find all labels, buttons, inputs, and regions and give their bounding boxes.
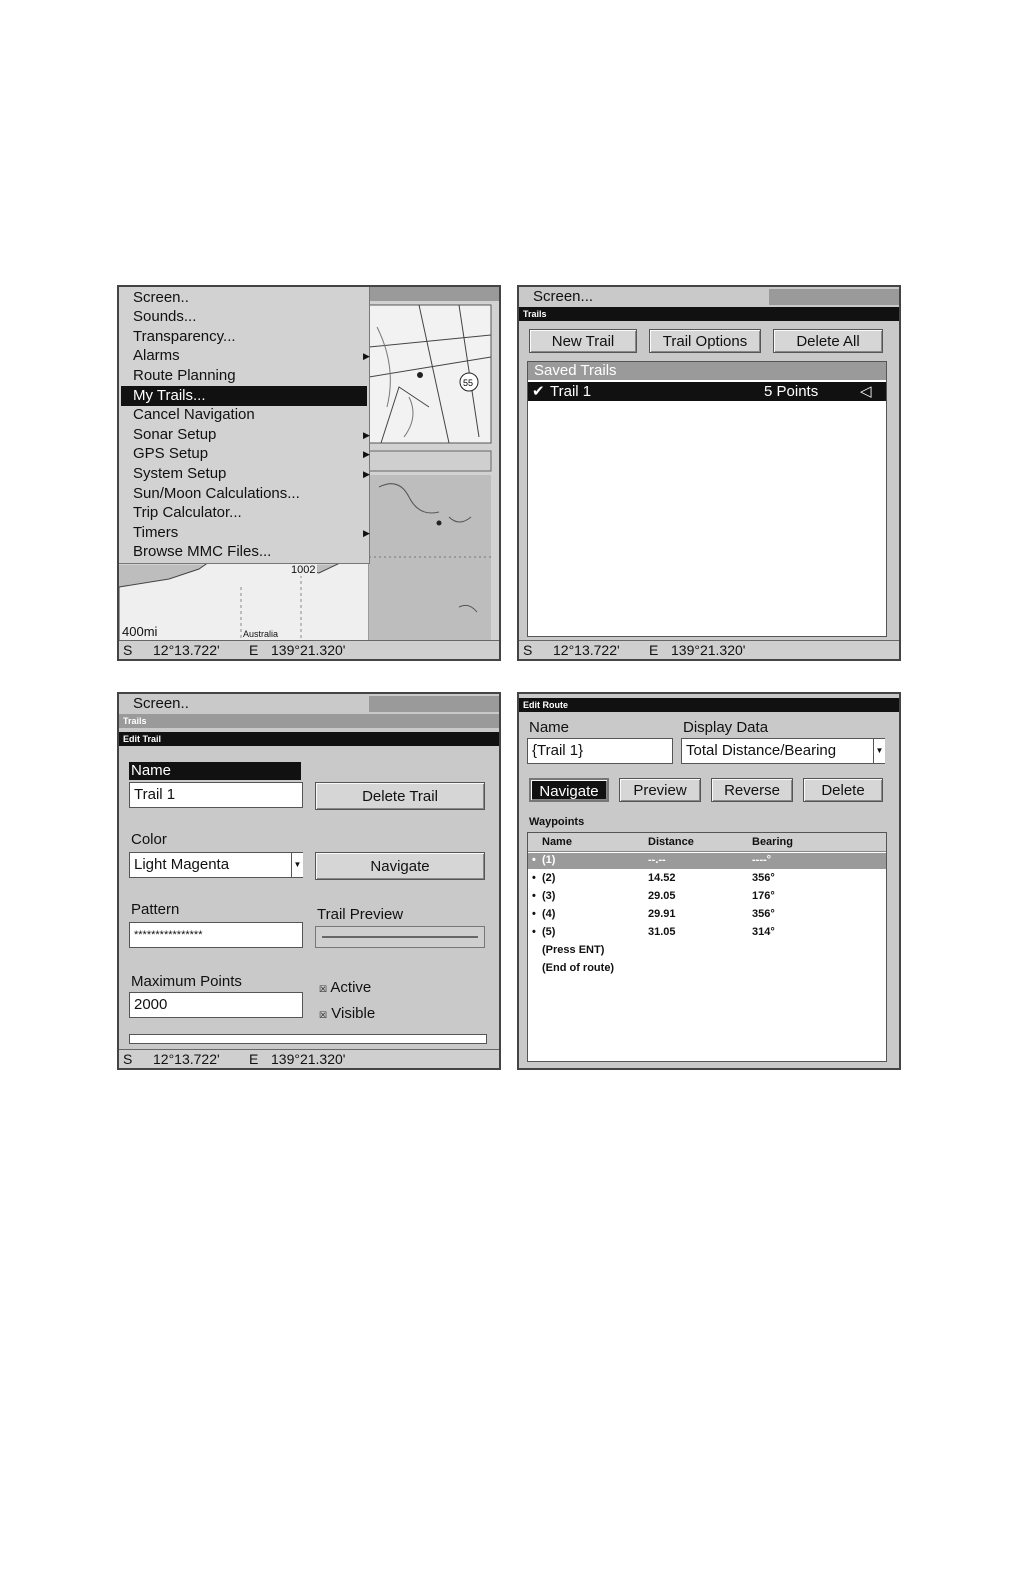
menu-item-alarms[interactable]: Alarms — [133, 347, 180, 364]
waypoint-bearing: 356° — [752, 908, 775, 920]
lon-hemisphere: E — [249, 1051, 259, 1067]
menu-item-sun-moon[interactable]: Sun/Moon Calculations... — [133, 485, 300, 502]
menu-item-browse-mmc[interactable]: Browse MMC Files... — [133, 543, 272, 560]
name-label: Name — [129, 762, 301, 780]
table-row[interactable] — [528, 925, 886, 941]
route-name-field[interactable]: {Trail 1} — [527, 738, 673, 764]
road-shield-label: 55 — [463, 378, 474, 388]
color-label: Color — [131, 831, 167, 848]
waypoint-name: (3) — [542, 890, 556, 902]
checkbox-icon: ☒ — [319, 984, 328, 994]
route-navigate-button[interactable]: Navigate — [529, 778, 609, 802]
main-menu — [119, 287, 370, 564]
lat-hemisphere: S — [123, 1051, 133, 1067]
waypoint-bullet-icon: • — [532, 926, 536, 938]
menu-item-my-trails[interactable]: My Trails... — [133, 387, 206, 404]
trails-window-title: Trails — [519, 307, 901, 321]
end-of-route-label: (End of route) — [542, 962, 615, 974]
lat-hemisphere: S — [123, 642, 133, 658]
waypoint-bearing: ----° — [752, 854, 772, 866]
status-bar — [519, 640, 899, 659]
edit-trail-window-title: Edit Trail — [119, 732, 499, 746]
latitude: 12°13.722' — [553, 642, 620, 658]
trail-preview-box — [315, 926, 485, 948]
map-place-label: Australia — [243, 629, 279, 639]
menu-item-transparency[interactable]: Transparency... — [133, 328, 236, 345]
waypoint-bullet-icon: • — [532, 890, 536, 902]
submenu-arrow-icon: ▶ — [363, 449, 370, 459]
map-scale-label: 400mi — [122, 624, 158, 639]
waypoint-distance: 29.05 — [648, 890, 676, 902]
saved-trails-list — [527, 361, 887, 637]
maximum-points-field[interactable]: 2000 — [129, 992, 303, 1018]
waypoints-table — [527, 832, 887, 1062]
lon-hemisphere: E — [249, 642, 259, 658]
visible-label: Visible — [331, 1005, 376, 1022]
pattern-field[interactable]: **************** — [129, 922, 303, 948]
pattern-label: Pattern — [131, 901, 180, 918]
trail-options-button[interactable]: Trail Options — [649, 329, 761, 353]
waypoint-distance: 14.52 — [648, 872, 676, 884]
waypoint-bearing: 176° — [752, 890, 775, 902]
trail-list-row[interactable] — [528, 382, 886, 401]
maximum-points-label: Maximum Points — [131, 973, 242, 990]
display-data-label: Display Data — [683, 719, 769, 736]
menu-item-screen[interactable]: Screen.. — [133, 289, 189, 306]
column-header-name: Name — [542, 836, 572, 848]
menu-item-timers[interactable]: Timers — [133, 524, 179, 541]
waypoints-label: Waypoints — [529, 816, 585, 828]
dropdown-arrow-icon[interactable]: ▼ — [873, 739, 885, 763]
screen-title-bar — [519, 287, 783, 306]
table-row[interactable] — [528, 871, 886, 887]
trail-preview-label: Trail Preview — [317, 906, 404, 923]
submenu-arrow-icon: ▶ — [363, 430, 370, 440]
waypoint-name: (5) — [542, 926, 556, 938]
saved-trails-header: Saved Trails — [528, 362, 886, 380]
table-row[interactable] — [528, 889, 886, 905]
status-bar — [119, 1049, 499, 1068]
waypoint-bullet-icon: • — [532, 872, 536, 884]
waypoint-bearing: 356° — [752, 872, 775, 884]
waypoint-distance: 31.05 — [648, 926, 676, 938]
edit-route-window-title: Edit Route — [519, 698, 899, 712]
display-data-select[interactable]: Total Distance/Bearing — [681, 738, 885, 764]
route-reverse-button[interactable]: Reverse — [711, 778, 793, 802]
active-checkbox[interactable] — [319, 978, 371, 999]
trail-name-field[interactable]: Trail 1 — [129, 782, 303, 808]
column-header-distance: Distance — [648, 836, 694, 848]
waypoint-distance: --.-- — [648, 854, 666, 866]
route-delete-button[interactable]: Delete — [803, 778, 883, 802]
route-preview-button[interactable]: Preview — [619, 778, 701, 802]
title-bar-gray — [369, 696, 499, 712]
submenu-arrow-icon: ▶ — [363, 469, 370, 479]
lon-hemisphere: E — [649, 642, 659, 658]
longitude: 139°21.320' — [671, 642, 746, 658]
waypoint-bearing: 314° — [752, 926, 775, 938]
menu-item-trip-calculator[interactable]: Trip Calculator... — [133, 504, 242, 521]
waypoint-name: (4) — [542, 908, 556, 920]
waypoint-bullet-icon: • — [532, 854, 536, 866]
new-trail-button[interactable]: New Trail — [529, 329, 637, 353]
menu-item-sonar-setup[interactable]: Sonar Setup — [133, 426, 217, 443]
menu-item-system-setup[interactable]: System Setup — [133, 465, 227, 482]
column-header-bearing: Bearing — [752, 836, 793, 848]
submenu-arrow-icon: ▶ — [363, 351, 370, 361]
checkbox-icon: ☒ — [319, 1010, 328, 1020]
trail-points: 5 Points — [764, 383, 819, 400]
route-name-label: Name — [529, 719, 570, 736]
trail-icon: ◁ — [860, 383, 872, 400]
menu-item-sounds[interactable]: Sounds... — [133, 308, 197, 325]
table-row[interactable] — [528, 853, 886, 869]
menu-item-route-planning[interactable]: Route Planning — [133, 367, 236, 384]
trails-screen — [517, 285, 901, 661]
waypoint-bullet-icon: • — [532, 908, 536, 920]
waypoint-name: (2) — [542, 872, 556, 884]
scroll-area — [129, 1034, 487, 1044]
delete-all-button[interactable]: Delete All — [773, 329, 883, 353]
check-icon: ✔ — [532, 383, 545, 400]
menu-item-cancel-navigation[interactable]: Cancel Navigation — [133, 406, 255, 423]
active-label: Active — [330, 979, 372, 996]
delete-trail-button[interactable]: Delete Trail — [315, 782, 485, 810]
waypoint-name: (1) — [542, 854, 556, 866]
dropdown-arrow-icon[interactable]: ▼ — [291, 853, 303, 877]
navigate-button[interactable]: Navigate — [315, 852, 485, 880]
waypoint-distance: 29.91 — [648, 908, 676, 920]
trail-name: Trail 1 — [550, 383, 592, 400]
longitude: 139°21.320' — [271, 642, 346, 658]
screen-title-bar — [119, 694, 383, 713]
screen-title: Screen.. — [133, 695, 189, 712]
trails-window-title: Trails — [119, 714, 499, 728]
latitude: 12°13.722' — [153, 642, 220, 658]
status-bar — [119, 640, 499, 659]
submenu-arrow-icon: ▶ — [363, 528, 370, 538]
table-row[interactable] — [528, 907, 886, 923]
color-select[interactable]: Light Magenta — [129, 852, 303, 878]
title-bar-gray — [769, 289, 899, 305]
waypoints-table-header — [528, 833, 886, 852]
edit-route-screen — [517, 692, 901, 1070]
latitude: 12°13.722' — [153, 1051, 220, 1067]
longitude: 139°21.320' — [271, 1051, 346, 1067]
visible-checkbox[interactable] — [319, 1004, 375, 1025]
menu-item-gps-setup[interactable]: GPS Setup — [133, 445, 209, 462]
edit-trail-screen — [117, 692, 501, 1070]
lat-hemisphere: S — [523, 642, 533, 658]
map-number-label: 1002 — [291, 564, 316, 576]
trail-preview-line — [322, 936, 478, 938]
screen-title: Screen... — [533, 288, 594, 305]
press-ent-hint: (Press ENT) — [542, 944, 605, 956]
main-menu-screen — [117, 285, 501, 661]
